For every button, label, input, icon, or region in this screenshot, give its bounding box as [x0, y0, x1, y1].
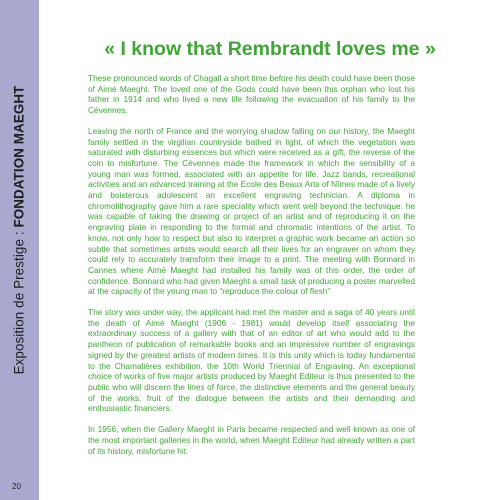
- sidebar-label: [12, 86, 27, 375]
- paragraph-2: Leaving the north of France and the worrying shadow falling on our history, the Maeght family settled in the virgilian countryside bathed in light, of which the vegetation was saturated with disturbing essences but which were received as a gift, the reverse of the coin to misfortune. The Cévennes made the framework in which the sensibility of a young man was formed, associated with an appetite for life. Jazz bands, recreational activities and an advanced training at the Ecole des Beaux Arts of Nîmes made of a lively and boisterous adolescent an excellent engraving technician. A diploma in chromolithography gave him a rare speciality which went well beyond the technique: he was capable of taking the drawing or project of an artist and of reproducing it on the engraving plate in responding to the formal and chromatic intentions of the artist. To know, not only how to respect but also to interpret a graphic work became an action so subtle that sometimes artists would search all their lives for an engraver on whom they could rely to accurately transform their image to a print. The meeting with Bonnard in Cannes where Aimé Maeght had installed his family was of this order, the order of confidence. Bonnard who had given Maeght a small task of producing a poster marvelled at the capacity of the young man to “reproduce the colour of flesh”: [88, 125, 415, 297]
- paragraph-4: In 1956, when the Gallery Maeght in Paris became respected and well known as one of the most important galleries in the world, when Maeght Editeur had already written a part of its history, misfortune hit.: [88, 424, 415, 456]
- page-number: 20: [12, 482, 21, 491]
- sidebar-band: [0, 0, 39, 500]
- paragraph-3: The story was under way, the applicant had met the master and a saga of 40 years until the death of Aimé Maeght (1906 - 1981) would develop itself associating the extraordinary success of a gallery with that of an editor of art who would add to the pantheon of publication of remarkable books and an impressive number of engravings signed by the greatest artists of modern times. It is this unity which is today fundamental to the Chamalières exhibition, the 10th World Triennial of Engraving. An exceptional choice of works of five major artists produced by Maeght Editeur is thus presented to the public who will discern the lines of force, the distinctive elements and the general beauty of the works, fruit of the dialogue between the artists and their demanding and enthusiastic financiers.: [88, 307, 415, 414]
- page-title: « I know that Rembrandt loves me »: [104, 38, 436, 60]
- sidebar-prefix: Exposition de Prestige :: [11, 227, 27, 375]
- article-body: [88, 73, 415, 466]
- paragraph-1: These pronounced words of Chagall a short time before his death could have been those of Aimé Maeght. The loved one of the Gods could have been this orphan who lost his father in 1914 and who lived a new life following the evacuation of his family to the Cévennes.: [88, 73, 415, 116]
- sidebar-brand: FONDATION MAEGHT: [11, 85, 27, 228]
